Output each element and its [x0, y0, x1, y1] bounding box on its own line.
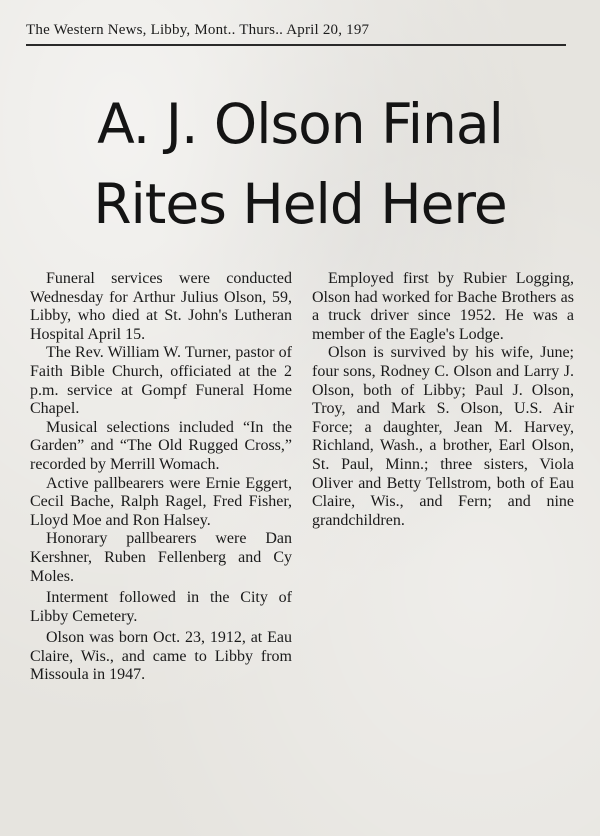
paragraph-music: Musical selections included “In the Garden” and “The Old Rugged Cross,” recorded by Merrill Womach.	[30, 418, 292, 473]
left-column	[30, 270, 292, 685]
paragraph-honorary-pallbearers: Honorary pallbearers were Dan Kershner, Ruben Fellenberg and Cy Moles.	[30, 530, 292, 585]
paragraph-interment: Interment followed in the City of Libby Cemetery.	[30, 589, 292, 625]
paragraph-employment: Employed first by Rubier Logging, Olson had worked for Bache Brothers as a truck driver since 1952. He was a member of the Eagle's Lodge.	[312, 270, 574, 343]
headline-line-2: Rites Held Here	[93, 172, 507, 236]
paragraph-birth: Olson was born Oct. 23, 1912, at Eau Claire, Wis., and came to Libby from Missoula in 1947.	[30, 629, 292, 684]
paragraph-funeral: Funeral services were conducted Wednesday for Arthur Julius Olson, 59, Libby, who died at St. John's Lutheran Hospital April 15.	[30, 270, 292, 343]
right-column	[312, 270, 574, 530]
headline-line-1: A. J. Olson Final	[97, 92, 503, 156]
headline	[40, 84, 560, 244]
paragraph-active-pallbearers: Active pallbearers were Ernie Eggert, Cecil Bache, Ralph Ragel, Fred Fisher, Lloyd Moe and Ron Halsey.	[30, 474, 292, 529]
paragraph-survivors: Olson is survived by his wife, June; four sons, Rodney C. Olson and Larry J. Olson, both of Libby; Paul J. Olson, Troy, and Mark S. Olson, U.S. Air Force; a daughter, Jean M. Harvey, Richland, Wash., a brother, Earl Olson, St. Paul, Minn.; three sisters, Viola Oliver and Betty Tellstrom, both of Eau Claire, Wis., and Fern; and nine grandchildren.	[312, 344, 574, 529]
dateline: The Western News, Libby, Mont.. Thurs.. April 20, 197	[26, 22, 370, 38]
paragraph-officiant: The Rev. William W. Turner, pastor of Faith Bible Church, officiated at the 2 p.m. service at Gompf Funeral Home Chapel.	[30, 344, 292, 418]
dateline-rule	[26, 44, 566, 46]
